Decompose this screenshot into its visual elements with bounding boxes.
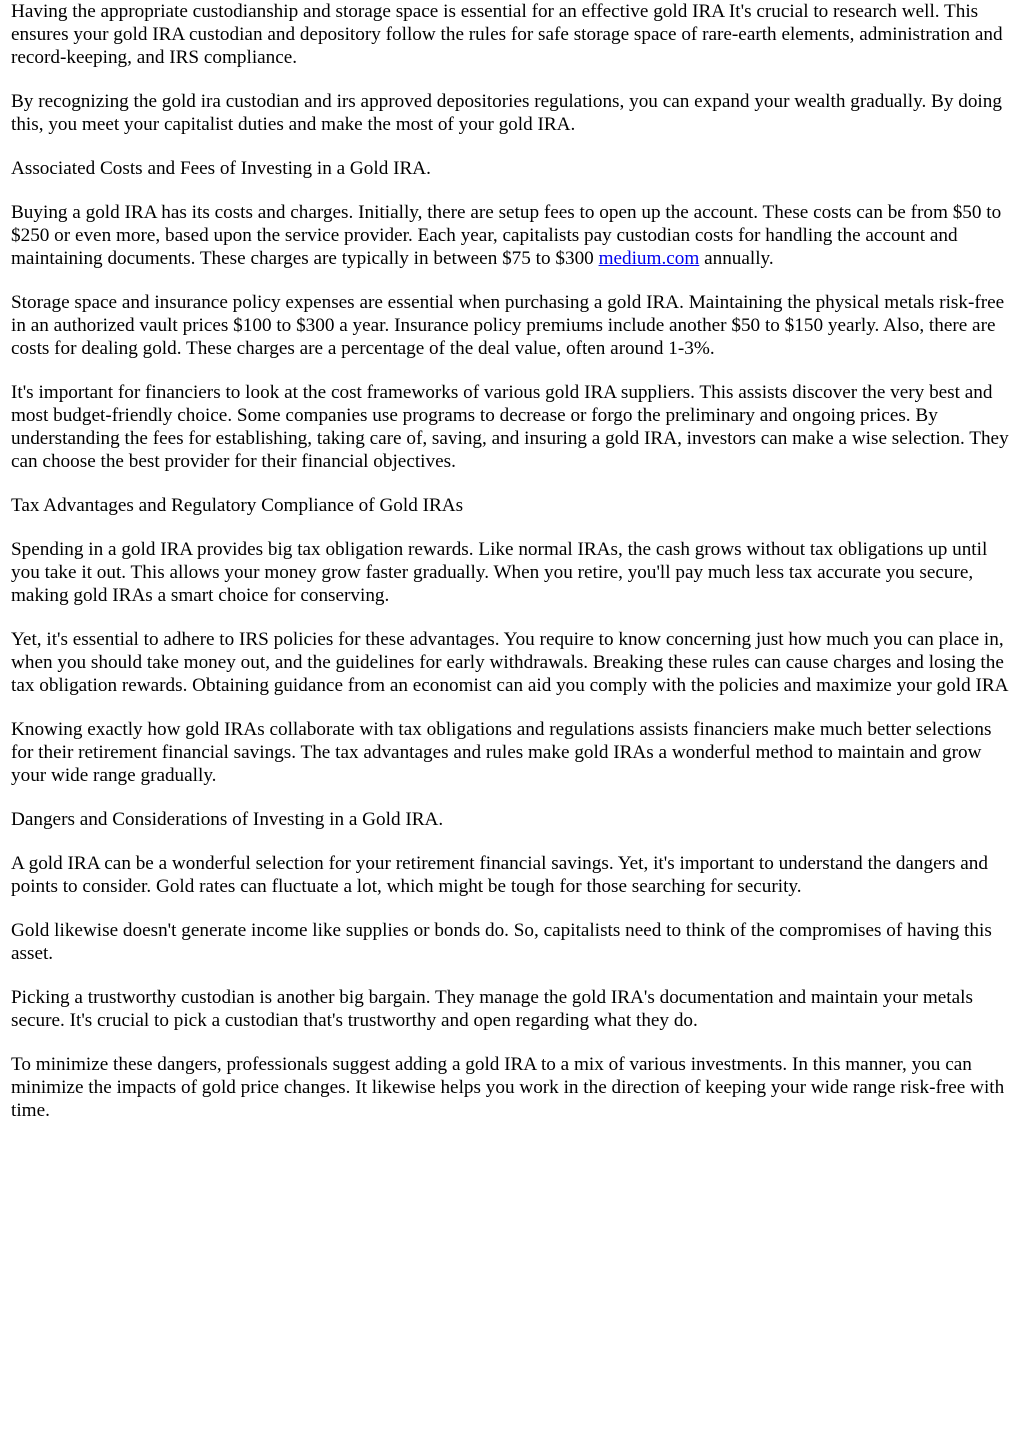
paragraph-trustworthy-custodian: Picking a trustworthy custodian is another big bargain. They manage the gold IRA's documentation and maintain your metals secure. It's crucial to pick a custodian that's trustworthy and open regarding what they do.	[11, 987, 973, 1031]
heading-dangers: Dangers and Considerations of Investing in a Gold IRA.	[11, 809, 444, 830]
paragraph-irs-policies: Yet, it's essential to adhere to IRS policies for these advantages. You require to know concerning just how much you can place in, when you should take money out, and the guidelines for early withdrawals. Breaking these rules can cause charges and losing the tax obligation rewards. Obtaining guidance from an economist can aid you comply with the policies and maximize your gold IRA	[11, 629, 1009, 696]
paragraph-risks: A gold IRA can be a wonderful selection for your retirement financial savings. Yet, it's important to understand the dangers and points to consider. Gold rates can fluctuate a lot, which might be tough for those searching for security.	[11, 853, 988, 897]
paragraph-diversify: To minimize these dangers, professionals suggest adding a gold IRA to a mix of various investments. In this manner, you can minimize the impacts of gold price changes. It likewise helps you work in the direction of keeping your wide range risk-free with time.	[11, 1054, 1005, 1121]
paragraph-no-income: Gold likewise doesn't generate income like supplies or bonds do. So, capitalists need to think of the compromises of having this asset.	[11, 920, 992, 964]
heading-costs-fees: Associated Costs and Fees of Investing in a Gold IRA.	[11, 158, 431, 179]
paragraph-setup-fees-tail: annually.	[699, 248, 774, 269]
paragraph-cost-frameworks: It's important for financiers to look at the cost frameworks of various gold IRA suppliers. This assists discover the very best and most budget-friendly choice. Some companies use programs to decrease or forgo the preliminary and ongoing prices. By understanding the fees for establishing, taking care of, saving, and insuring a gold IRA, investors can make a wise selection. They can choose the best provider for their financial objectives.	[11, 382, 1009, 472]
medium-link[interactable]: medium.com	[598, 248, 700, 269]
paragraph-custodianship: Having the appropriate custodianship and storage space is essential for an effective gold IRA It's crucial to research well. This ensures your gold IRA custodian and depository follow the rules for safe storage space of rare-earth elements, administration and record-keeping, and IRS compliance.	[11, 1, 1003, 68]
paragraph-setup-fees	[11, 201, 1012, 270]
paragraph-regulations: By recognizing the gold ira custodian and irs approved depositories regulations, you can expand your wealth gradually. By doing this, you meet your capitalist duties and make the most of your gold IRA.	[11, 91, 1002, 135]
paragraph-tax-rewards: Spending in a gold IRA provides big tax obligation rewards. Like normal IRAs, the cash grows without tax obligations up until you take it out. This allows your money grow faster gradually. When you retire, you'll pay much less tax accurate you secure, making gold IRAs a smart choice for conserving.	[11, 539, 988, 606]
paragraph-setup-fees-text: Buying a gold IRA has its costs and charges. Initially, there are setup fees to open up the account. These costs can be from $50 to $250 or even more, based upon the service provider. Each year, capitalists pay custodian costs for handling the account and maintaining documents. These charges are typically in between $75 to $300	[11, 202, 1002, 269]
paragraph-storage-insurance: Storage space and insurance policy expenses are essential when purchasing a gold IRA. Maintaining the physical metals risk-free in an authorized vault prices $100 to $300 a year. Insurance policy premiums include another $50 to $150 yearly. Also, there are costs for dealing gold. These charges are a percentage of the deal value, often around 1-3%.	[11, 292, 1005, 359]
paragraph-tax-regulations: Knowing exactly how gold IRAs collaborate with tax obligations and regulations assists financiers make much better selections for their retirement financial savings. The tax advantages and rules make gold IRAs a wonderful method to maintain and grow your wide range gradually.	[11, 719, 992, 786]
heading-tax-advantages: Tax Advantages and Regulatory Compliance of Gold IRAs	[11, 495, 464, 516]
